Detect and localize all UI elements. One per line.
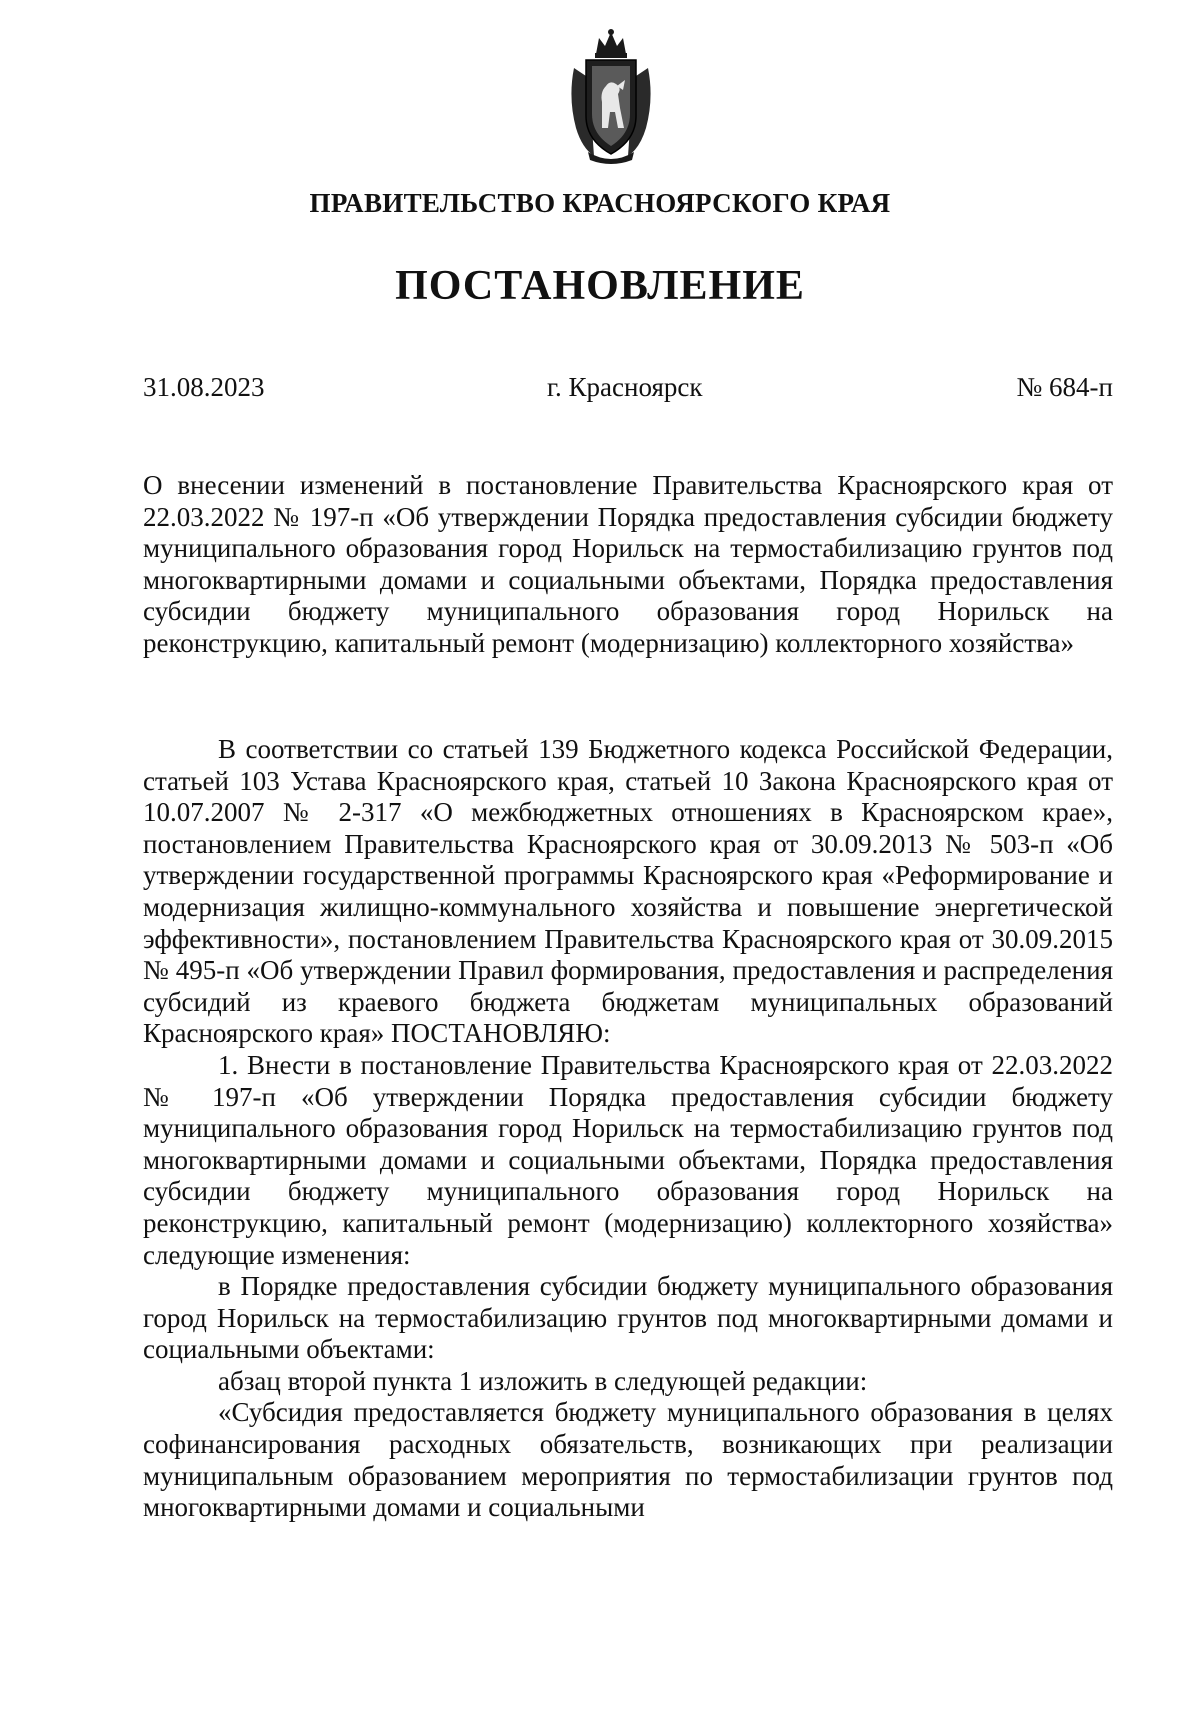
document-type-title: ПОСТАНОВЛЕНИЕ <box>395 263 805 309</box>
document-number: № 684-п <box>1016 372 1113 402</box>
subject-paragraph: О внесении изменений в постановление Правительства Красноярского края от 22.03.2022 № 197-п «Об утверждении Порядка предоставления субсидии бюджету муниципального образования город Норильск на термостабилизацию грунтов под многоквартирными домами и социальными объектами, Порядка предоставления субсидии бюджету муниципального образования город Норильск на реконструкцию, капитальный ремонт (модернизацию) коллекторного хозяйства» <box>143 470 1113 658</box>
organization-title: ПРАВИТЕЛЬСТВО КРАСНОЯРСКОГО КРАЯ <box>309 188 891 218</box>
document-meta-row <box>143 372 1113 408</box>
body-paragraph-amendment-instruction: абзац второй пункта 1 изложить в следующей редакции: <box>218 1365 868 1396</box>
document-subject <box>143 470 1113 660</box>
document-body <box>143 734 1113 1524</box>
document-city: г. Красноярск <box>547 372 703 402</box>
body-paragraph-order-section: в Порядке предоставления субсидии бюджету муниципального образования город Норильск на термостабилизацию грунтов под многоквартирными домами и социальными объектами: <box>143 1271 1113 1365</box>
coat-of-arms-icon <box>568 28 654 164</box>
document-date: 31.08.2023 <box>143 372 265 402</box>
body-paragraph-preamble: В соответствии со статьей 139 Бюджетного кодекса Российской Федерации, статьей 103 Устава Красноярского края, статьей 10 Закона Красноярского края от 10.07.2007 № 2-317 «О межбюджетных отношениях в Красноярском крае», постановлением Правительства Красноярского края от 30.09.2013 № 503-п «Об утверждении государственной программы Красноярского края «Реформирование и модернизация жилищно-коммунального хозяйства и повышение энергетической эффективности», постановлением Правительства Красноярского края от 30.09.2015 № 495-п «Об утверждении Правил формирования, предоставления и распределения субсидий из краевого бюджета бюджетам муниципальных образований Красноярского края» ПОСТАНОВЛЯЮ: <box>143 734 1113 1049</box>
body-paragraph-item-1: 1. Внести в постановление Правительства Красноярского края от 22.03.2022 № 197-п «Об утверждении Порядка предоставления субсидии бюджету муниципального образования город Норильск на термостабилизацию грунтов под многоквартирными домами и социальными объектами, Порядка предоставления субсидии бюджету муниципального образования город Норильск на реконструкцию, капитальный ремонт (модернизацию) коллекторного хозяйства» следующие изменения: <box>143 1049 1113 1270</box>
body-paragraph-amendment-text: «Субсидия предоставляется бюджету муниципального образования в целях софинансирования расходных обязательств, возникающих при реализации муниципальным образованием мероприятия по термостабилизации грунтов под многоквартирными домами и социальными <box>143 1397 1113 1523</box>
